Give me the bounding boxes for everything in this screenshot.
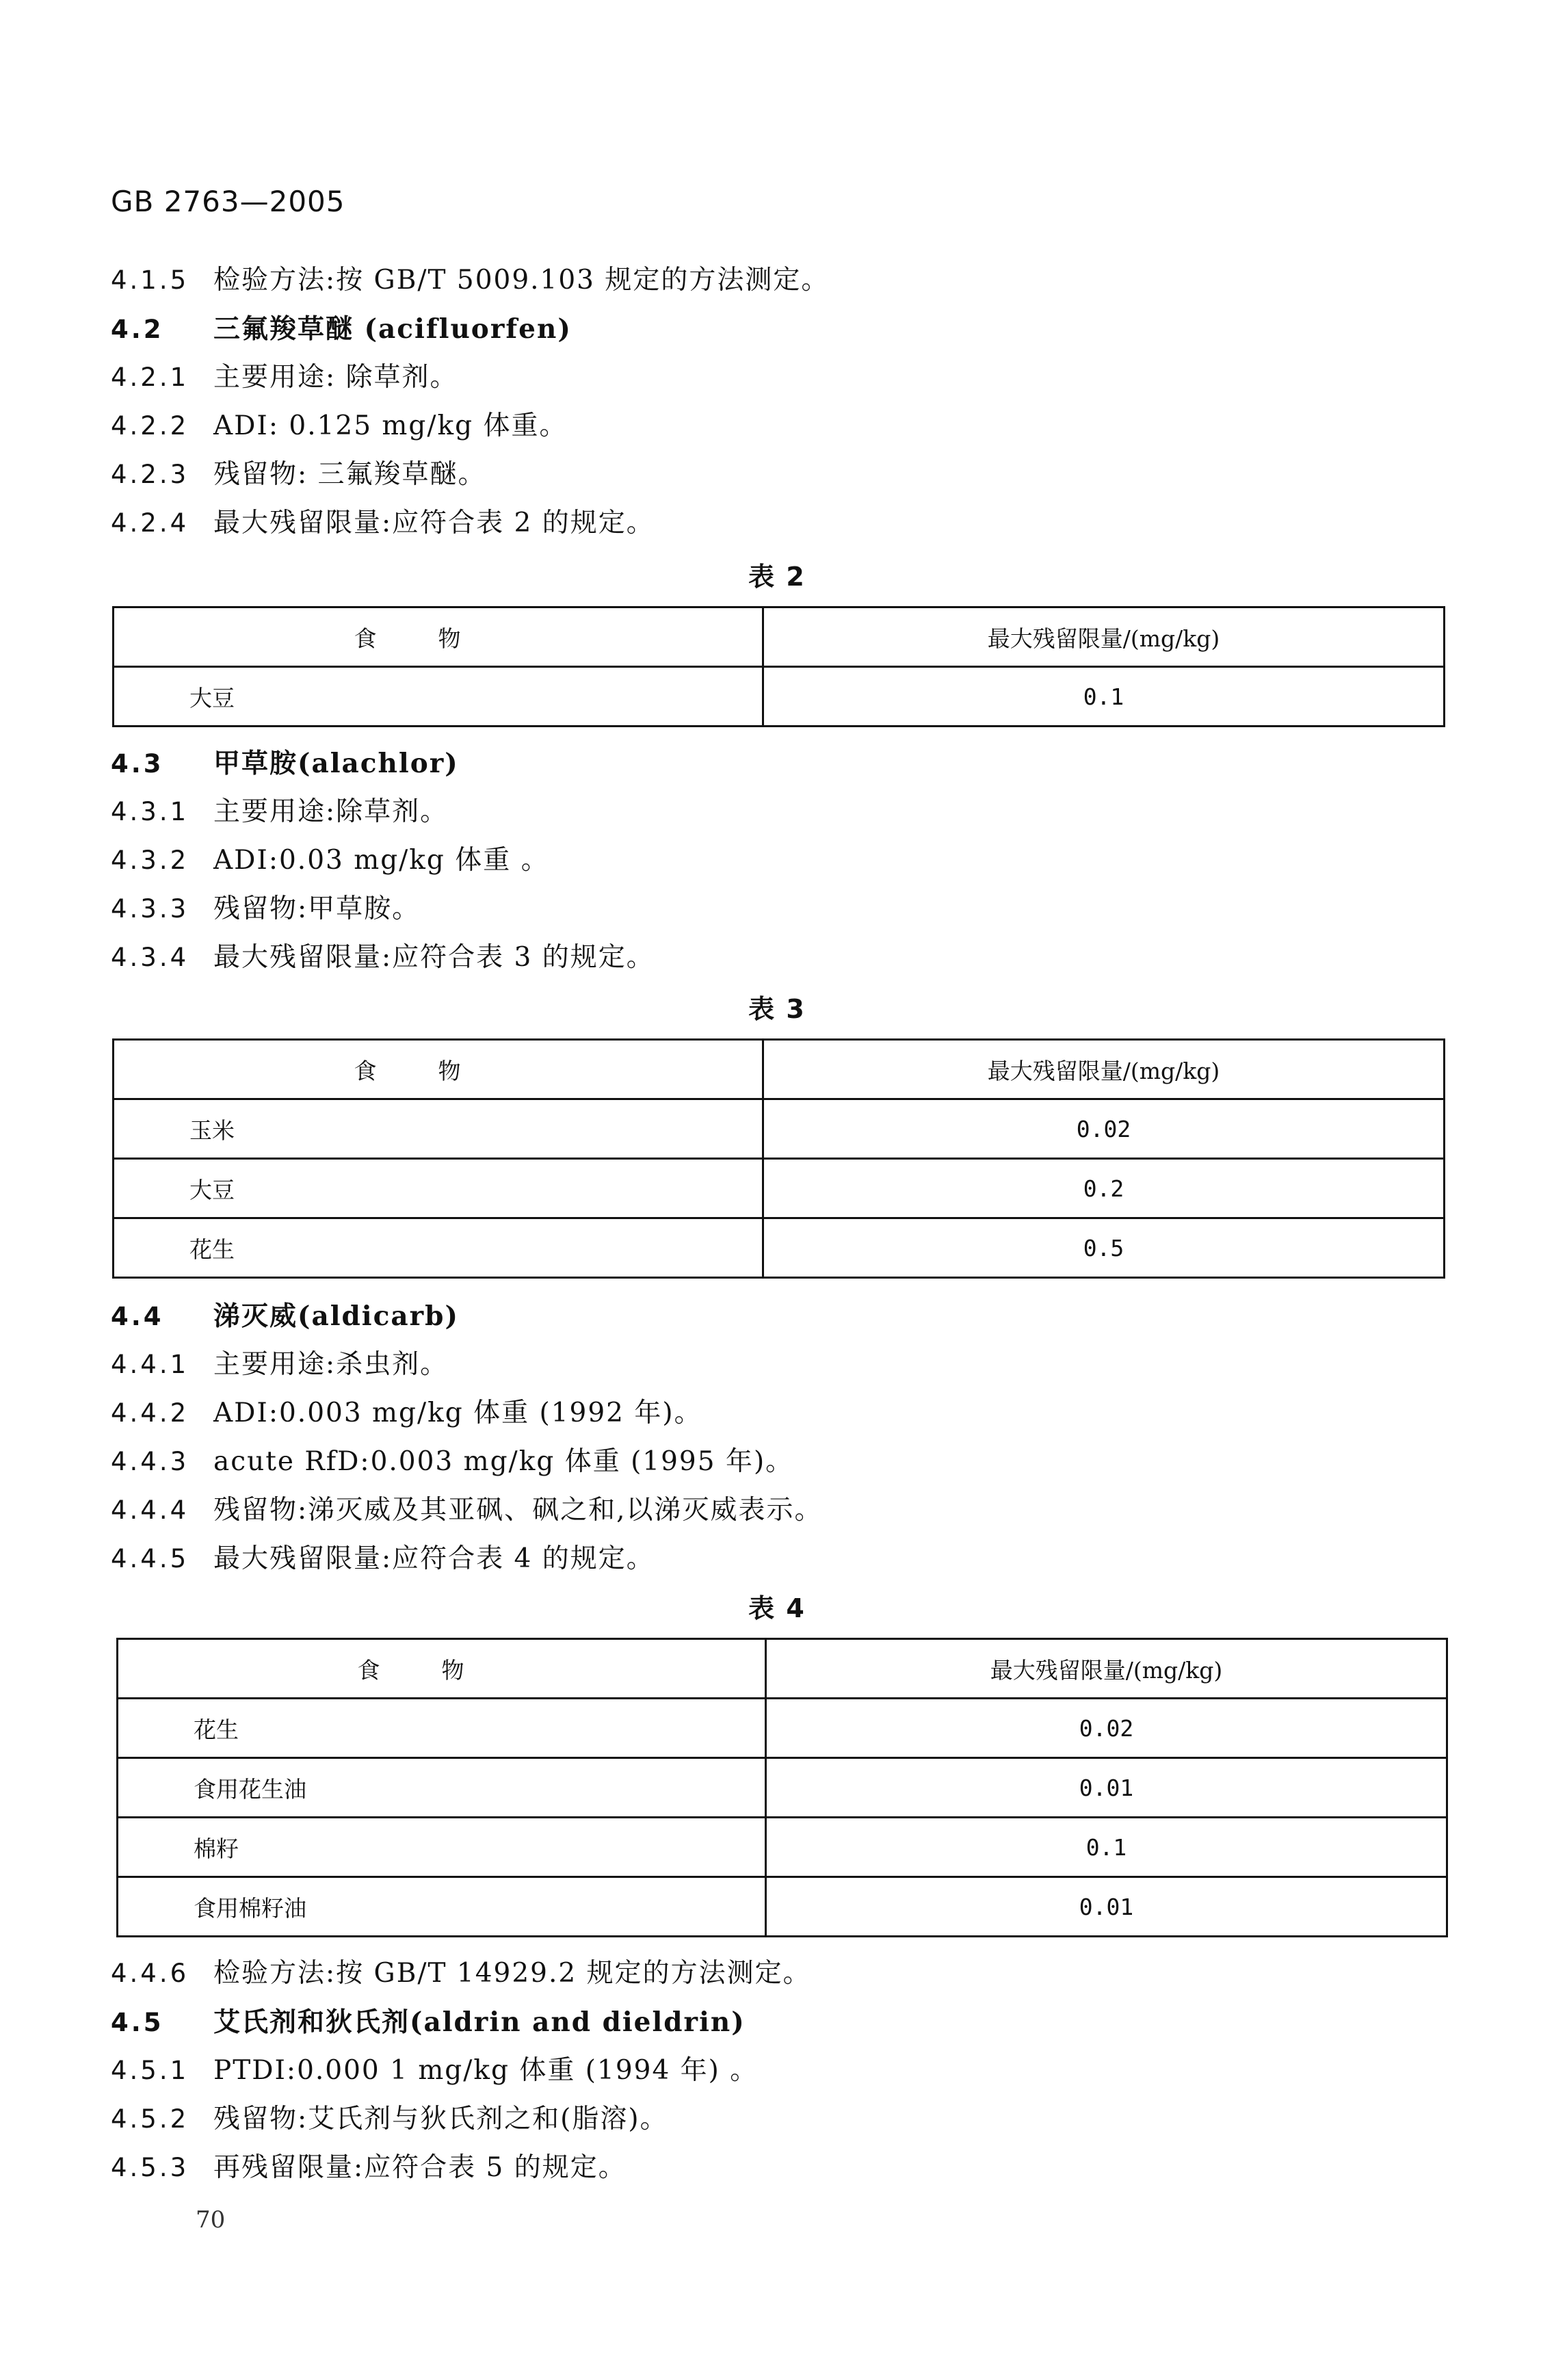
clause-text: 最大残留限量:应符合表 4 的规定。	[213, 1543, 655, 1574]
table-row	[118, 1818, 1447, 1877]
table-header-row	[114, 607, 1445, 667]
food-cell: 玉米	[114, 1099, 763, 1159]
clause-4-2-1	[111, 357, 458, 398]
column-header-food: 食物	[114, 1040, 763, 1099]
section-4-5-heading	[111, 2002, 746, 2043]
table-2-caption: 表 2	[748, 562, 806, 592]
clause-number: 4.5.1	[111, 2056, 189, 2085]
clause-number: 4.3.4	[111, 943, 189, 972]
limit-cell: 0.02	[766, 1699, 1447, 1758]
clause-text: 残留物:艾氏剂与狄氏剂之和(脂溶)。	[213, 2104, 668, 2134]
clause-text: 主要用途:杀虫剂。	[213, 1349, 449, 1380]
table-row	[114, 1218, 1445, 1278]
clause-number: 4.5	[111, 2008, 164, 2037]
clause-4-2-4	[111, 503, 655, 544]
clause-text: acute RfD:0.003 mg/kg 体重 (1995 年)。	[213, 1446, 794, 1477]
column-header-limit: 最大残留限量/(mg/kg)	[763, 1040, 1445, 1099]
clause-text: 最大残留限量:应符合表 3 的规定。	[213, 942, 655, 973]
document-id: GB 2763—2005	[111, 185, 345, 218]
table-4	[116, 1638, 1448, 1937]
clause-text: 再残留限量:应符合表 5 的规定。	[213, 2152, 627, 2183]
table-4-caption: 表 4	[748, 1593, 806, 1623]
clause-text: 残留物:涕灭威及其亚砜、砜之和,以涕灭威表示。	[213, 1495, 823, 1526]
limit-cell: 0.1	[763, 667, 1445, 727]
table-3-caption: 表 3	[748, 994, 806, 1024]
clause-4-3-4	[111, 937, 655, 978]
limit-cell: 0.5	[763, 1218, 1445, 1278]
clause-text: 检验方法:按 GB/T 5009.103 规定的方法测定。	[213, 265, 830, 296]
clause-number: 4.2.4	[111, 508, 189, 538]
table-row	[114, 667, 1445, 727]
table-row	[114, 1099, 1445, 1159]
section-4-2-heading	[111, 309, 572, 350]
clause-4-5-2	[111, 2099, 668, 2140]
food-cell: 大豆	[114, 1159, 763, 1218]
limit-cell: 0.1	[766, 1818, 1447, 1877]
clause-text: 残留物: 三氟羧草醚。	[213, 459, 486, 490]
clause-number: 4.4.3	[111, 1447, 189, 1476]
clause-text: PTDI:0.000 1 mg/kg 体重 (1994 年) 。	[213, 2055, 759, 2086]
clause-4-4-5	[111, 1539, 655, 1580]
clause-4-3-2	[111, 840, 549, 881]
clause-text: 主要用途: 除草剂。	[213, 362, 458, 393]
column-header-limit: 最大残留限量/(mg/kg)	[763, 607, 1445, 667]
clause-4-3-1	[111, 792, 448, 833]
food-cell: 花生	[118, 1699, 766, 1758]
page-number: 70	[196, 2206, 226, 2234]
clause-text: 涕灭威(aldicarb)	[213, 1300, 459, 1332]
clause-4-4-3	[111, 1441, 793, 1482]
table-row	[118, 1699, 1447, 1758]
clause-text: ADI: 0.125 mg/kg 体重。	[213, 410, 568, 441]
section-4-3-heading	[111, 743, 459, 784]
clause-4-4-1	[111, 1344, 448, 1385]
clause-4-2-2	[111, 406, 568, 447]
limit-cell: 0.01	[766, 1877, 1447, 1937]
clause-number: 4.3.1	[111, 797, 189, 826]
clause-4-5-1	[111, 2050, 758, 2091]
column-header-food: 食物	[114, 607, 763, 667]
table-row	[118, 1758, 1447, 1818]
clause-text: 三氟羧草醚 (acifluorfen)	[213, 313, 572, 345]
table-row	[118, 1877, 1447, 1937]
food-cell: 棉籽	[118, 1818, 766, 1877]
clause-number: 4.4.6	[111, 1959, 189, 1988]
clause-number: 4.3.2	[111, 846, 189, 875]
clause-text: 主要用途:除草剂。	[213, 796, 449, 827]
clause-number: 4.3	[111, 749, 164, 779]
clause-number: 4.4.4	[111, 1495, 189, 1525]
clause-text: 残留物:甲草胺。	[213, 893, 421, 924]
clause-text: 艾氏剂和狄氏剂(aldrin and dieldrin)	[213, 2006, 746, 2038]
clause-number: 4.5.2	[111, 2104, 189, 2134]
table-header-row	[118, 1639, 1447, 1699]
limit-cell: 0.2	[763, 1159, 1445, 1218]
table-2	[112, 606, 1445, 727]
clause-number: 4.3.3	[111, 894, 189, 924]
clause-number: 4.4.2	[111, 1398, 189, 1428]
column-header-limit: 最大残留限量/(mg/kg)	[766, 1639, 1447, 1699]
clause-number: 4.2.2	[111, 411, 189, 441]
clause-4-4-2	[111, 1393, 702, 1434]
clause-number: 4.4	[111, 1302, 164, 1331]
clause-4-4-6	[111, 1953, 811, 1994]
food-cell: 花生	[114, 1218, 763, 1278]
table-header-row	[114, 1040, 1445, 1099]
clause-4-4-4	[111, 1490, 823, 1531]
clause-text: 甲草胺(alachlor)	[213, 748, 459, 779]
clause-4-5-3	[111, 2147, 627, 2188]
table-3	[112, 1038, 1445, 1279]
clause-number: 4.5.3	[111, 2153, 189, 2182]
clause-text: ADI:0.03 mg/kg 体重 。	[213, 845, 549, 876]
clause-4-1-5	[111, 260, 829, 301]
clause-number: 4.4.1	[111, 1350, 189, 1379]
limit-cell: 0.01	[766, 1758, 1447, 1818]
food-cell: 食用花生油	[118, 1758, 766, 1818]
clause-text: 检验方法:按 GB/T 14929.2 规定的方法测定。	[213, 1958, 811, 1989]
clause-number: 4.2.1	[111, 363, 189, 392]
clause-number: 4.2.3	[111, 460, 189, 489]
clause-4-2-3	[111, 454, 486, 495]
clause-text: 最大残留限量:应符合表 2 的规定。	[213, 508, 655, 538]
clause-4-3-3	[111, 889, 420, 930]
food-cell: 食用棉籽油	[118, 1877, 766, 1937]
column-header-food: 食物	[118, 1639, 766, 1699]
limit-cell: 0.02	[763, 1099, 1445, 1159]
food-cell: 大豆	[114, 667, 763, 727]
clause-text: ADI:0.003 mg/kg 体重 (1992 年)。	[213, 1398, 702, 1428]
clause-number: 4.2	[111, 315, 164, 344]
clause-number: 4.1.5	[111, 265, 189, 295]
section-4-4-heading	[111, 1296, 459, 1337]
clause-number: 4.4.5	[111, 1544, 189, 1573]
table-row	[114, 1159, 1445, 1218]
